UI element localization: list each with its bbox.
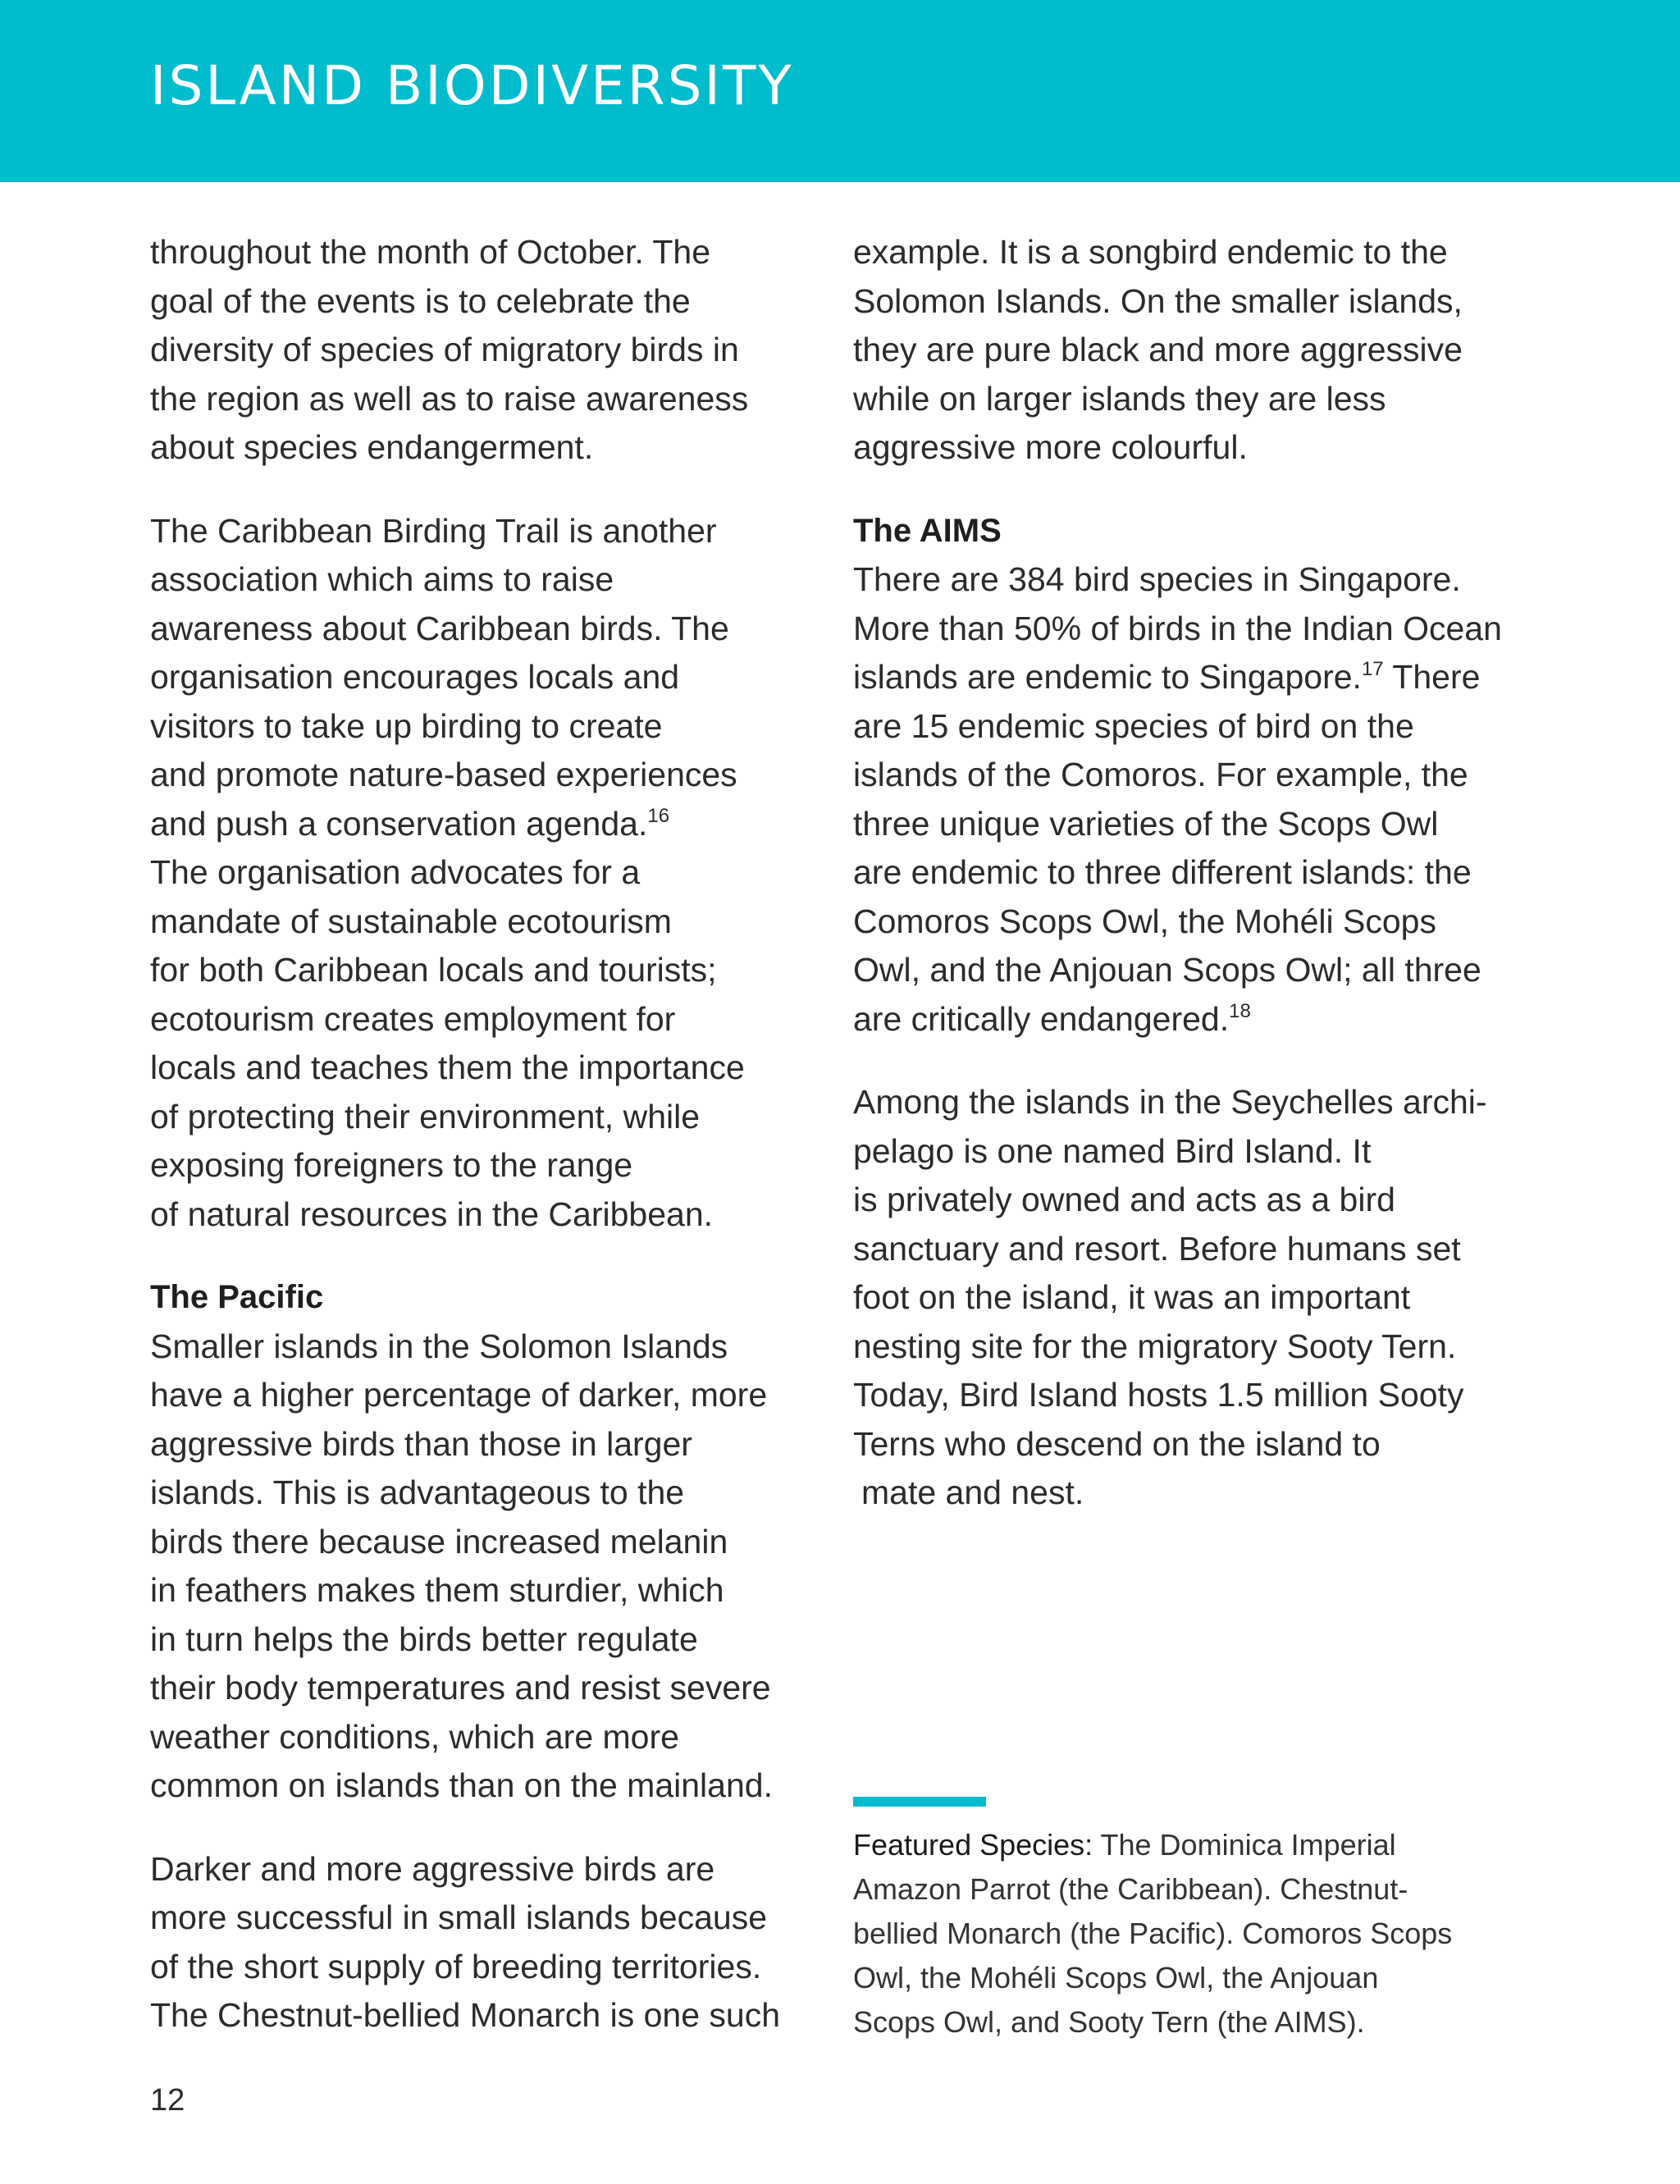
footnote-ref: 16: [647, 804, 670, 827]
page-number: 12: [150, 2083, 185, 2118]
paragraph-bird-island: Among the islands in the Seychelles archi- pelago is one named Bird Island. It is privately owned and acts as a bird sanctuary and resort. Before humans set foot on the island, it was an important nesting site for the migratory Sooty Tern. Today, Bird Island hosts 1.5 million Sooty Terns who descend on the island to mate and nest.: [853, 1083, 1487, 1511]
featured-species-caption: Featured Species: The Dominica Imperial Amazon Parrot (the Caribbean). Chestnut- bellied Monarch (the Pacific). Comoros Scops Owl, the Mohéli Scops Owl, the Anjouan Scops Owl, and Sooty Tern (the AIMS).: [853, 1828, 1453, 2039]
paragraph-darker-birds: Darker and more aggressive birds are more successful in small islands because of the short supply of breeding territories. The Chestnut-bellied Monarch is one such: [150, 1849, 781, 2034]
footnote-ref: 18: [1229, 999, 1251, 1022]
right-column: [853, 228, 1550, 1518]
footnote-ref: 17: [1361, 658, 1384, 680]
paragraph-october-events: throughout the month of October. The goal of the events is to celebrate the diversity of species of migratory birds in the region as well as to raise awareness about species endangerment.: [150, 233, 749, 466]
page-header: [0, 0, 1680, 182]
paragraph-solomon-islands: Smaller islands in the Solomon Islands have a higher percentage of darker, more aggressive birds than those in larger islands. This is advantageous to the birds there because increased melanin in feathers makes them sturdier, which in turn helps the birds better regulate their body temperatures and resist severe weather conditions, which are more common on islands than on the mainland.: [150, 1327, 773, 1804]
accent-divider: [853, 1797, 986, 1807]
page-title: ISLAND BIODIVERSITY: [150, 54, 794, 117]
left-column: [150, 228, 831, 2040]
caption-lead: Featured Species:: [853, 1828, 1093, 1862]
paragraph-monarch-example: example. It is a songbird endemic to the Solomon Islands. On the smaller islands, they are pure black and more aggressive while on larger islands they are less aggressive more colourful.: [853, 233, 1463, 466]
heading-the-aims: The AIMS: [853, 512, 1002, 549]
heading-the-pacific: The Pacific: [150, 1279, 324, 1315]
paragraph-caribbean-birding-trail: The Caribbean Birding Trail is another association which aims to raise awareness about Caribbean birds. The organisation encourages locals and visitors to take up birding to create and promote nature-based experiences and push a conservation agenda.$^{16}$ The organisation advocates for a mandate of sustainable ecotourism for both Caribbean locals and tourists; ecotourism creates employment for locals and teaches them the importance of protecting their environment, while exposing foreigners to the range of natural resources in the Caribbean.: [150, 511, 745, 1233]
paragraph-singapore-comoros: There are 384 bird species in Singapore. More than 50% of birds in the Indian Ocean islands are endemic to Singapore.$^{17}$ There are 15 endemic species of bird on the islands of the Comoros. For example, the three unique varieties of the Scops Owl are endemic to three different islands: the Comoros Scops Owl, the Mohéli Scops Owl, and the Anjouan Scops Owl; all three are critically endangered.$^{18}$: [853, 560, 1502, 1038]
